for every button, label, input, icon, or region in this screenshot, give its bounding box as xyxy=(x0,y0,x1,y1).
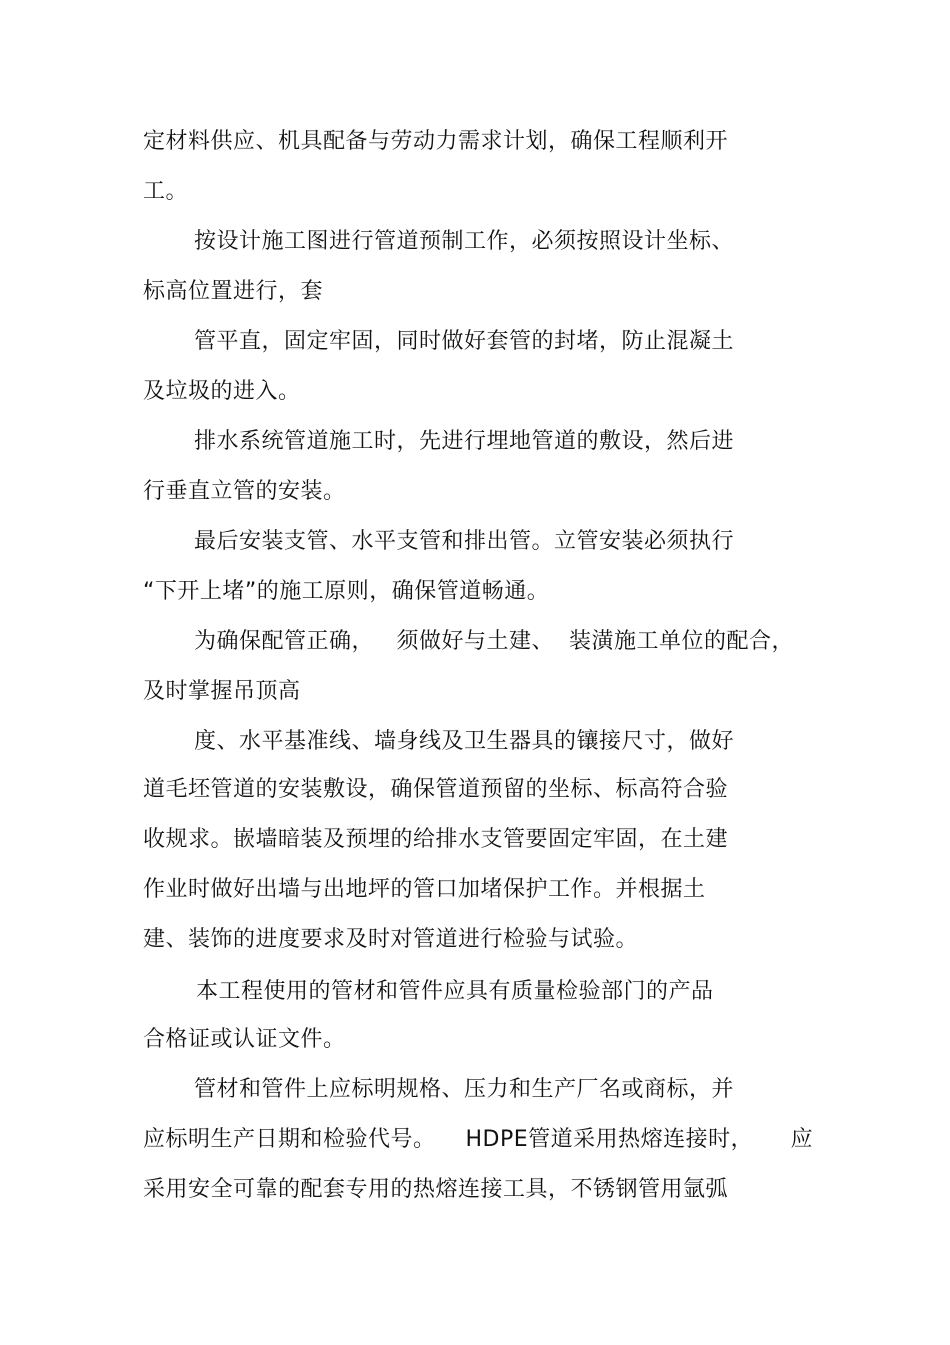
text-line: 最后安装支管、水平支管和排出管。立管安装必须执行 xyxy=(194,529,735,554)
text-line: 本工程使用的管材和管件应具有质量检验部门的产品 xyxy=(196,979,714,1004)
text-line: 度、水平基准线、墙身线及卫生器具的镶接尺寸，做好 xyxy=(194,729,735,754)
text-line: 排水系统管道施工时，先进行埋地管道的敷设，然后进 xyxy=(194,429,735,454)
text-line: 管平直，固定牢固，同时做好套管的封堵，防止混凝土 xyxy=(194,329,735,354)
text-line: 建、装饰的进度要求及时对管道进行检验与试验。 xyxy=(143,927,639,952)
text-line: 按设计施工图进行管道预制工作，必须按照设计坐标、 xyxy=(194,229,735,254)
text-line: 应标明生产日期和检验代号。 HDPE管道采用热熔连接时， 应 xyxy=(143,1127,814,1152)
text-line: 采用安全可靠的配套专用的热熔连接工具，不锈钢管用氩弧 xyxy=(143,1177,729,1202)
text-line: 合格证或认证文件。 xyxy=(143,1027,346,1052)
text-line: 道毛坯管道的安装敷设，确保管道预留的坐标、标高符合验 xyxy=(143,777,729,802)
text-line: 行垂直立管的安装。 xyxy=(143,479,346,504)
text-line: 为确保配管正确， 须做好与土建、 装潢施工单位的配合， xyxy=(194,629,794,654)
text-line: 定材料供应、机具配备与劳动力需求计划，确保工程顺利开 xyxy=(143,129,729,154)
text-line: 及时掌握吊顶高 xyxy=(143,679,301,704)
text-line: “下开上堵”的施工原则，确保管道畅通。 xyxy=(143,579,550,604)
text-line: 管材和管件上应标明规格、压力和生产厂名或商标，并 xyxy=(194,1077,735,1102)
text-line: 收规求。嵌墙暗装及预埋的给排水支管要固定牢固，在土建 xyxy=(143,827,729,852)
text-line: 标高位置进行，套 xyxy=(143,279,324,304)
text-line: 工。 xyxy=(143,179,189,204)
text-line: 及垃圾的进入。 xyxy=(143,379,301,404)
text-line: 作业时做好出墙与出地坪的管口加堵保护工作。并根据土 xyxy=(143,877,706,902)
